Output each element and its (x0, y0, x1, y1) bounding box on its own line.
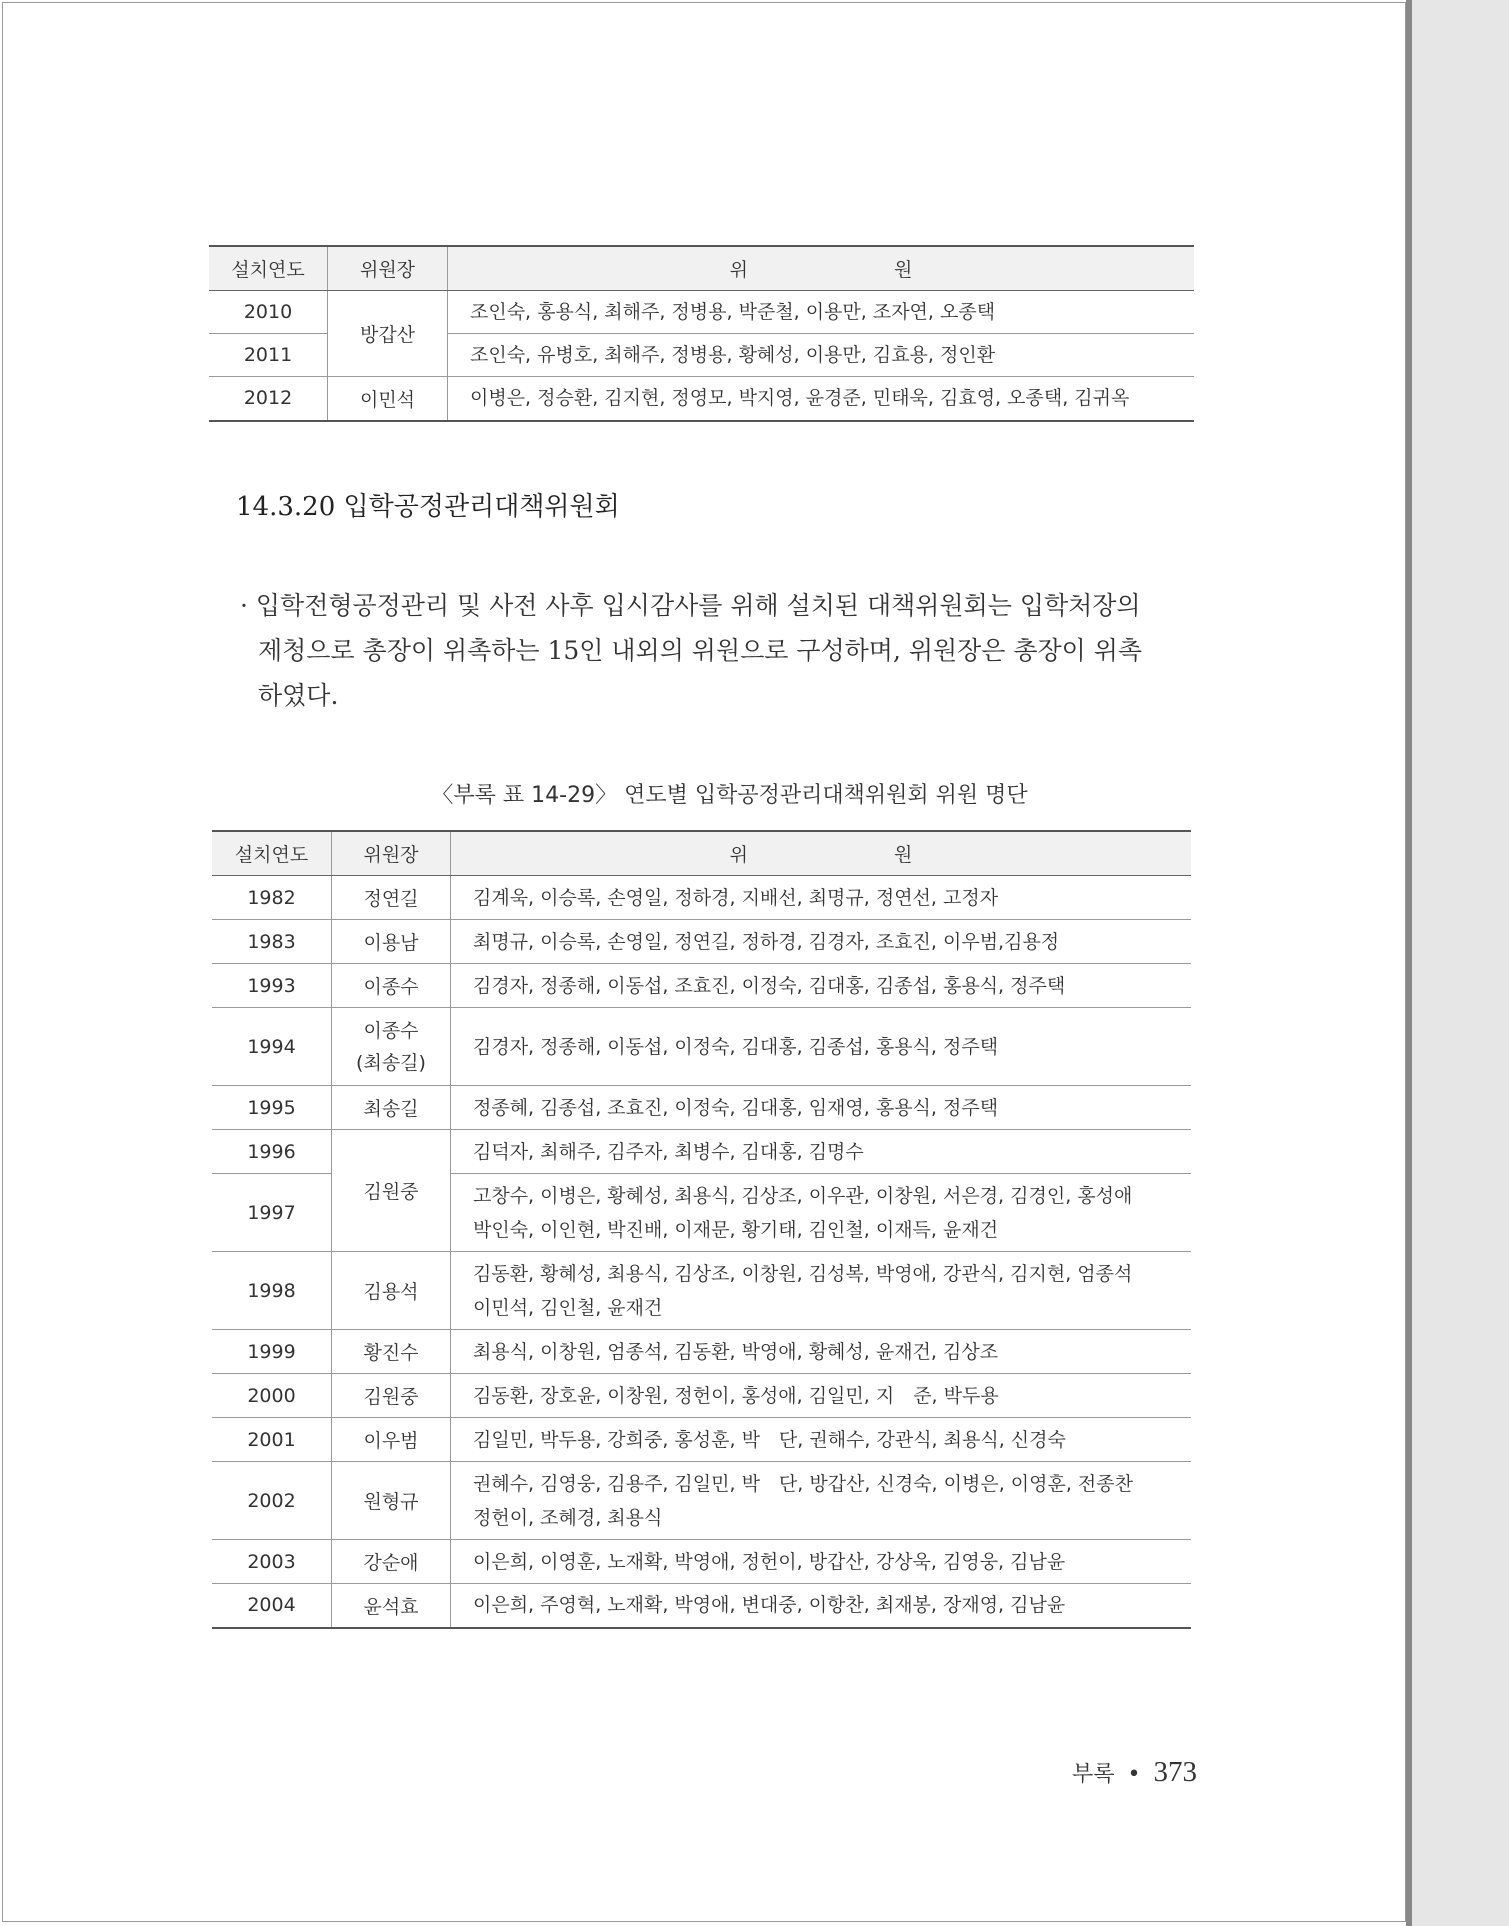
table-row (212, 1130, 1191, 1174)
table-row (212, 1418, 1191, 1462)
members-line: 김동환, 황혜성, 최용식, 김상조, 이창원, 김성복, 박영애, 강관식, 김지현, 엄종석 (473, 1262, 1133, 1285)
members-cell: 조인숙, 유병호, 최해주, 정병용, 황혜성, 이용만, 김효용, 정인환 (448, 334, 1195, 377)
paragraph-text: 입학전형공정관리 및 사전 사후 입시감사를 위해 설치된 대책위원회는 입학처장의 (255, 591, 1141, 620)
table-row (212, 1374, 1191, 1418)
year-cell: 1994 (212, 1008, 332, 1086)
year-cell: 1999 (212, 1330, 332, 1374)
table-row (212, 964, 1191, 1008)
members-cell (451, 1418, 1192, 1462)
members-cell (451, 1374, 1192, 1418)
chair-cell: 이용남 (332, 920, 451, 964)
table-row (209, 377, 1194, 421)
year-cell: 2004 (212, 1584, 332, 1628)
chair-cell (332, 1008, 451, 1086)
footer-bullet: • (1127, 1762, 1141, 1787)
year-cell: 2011 (209, 334, 328, 377)
committee-table-top (209, 245, 1194, 422)
table-row (212, 1462, 1191, 1540)
chair-name: 이종수 (363, 1019, 419, 1042)
chair-cell: 방갑산 (328, 291, 448, 377)
year-cell: 2001 (212, 1418, 332, 1462)
members-line: 김경자, 정종해, 이동섭, 조효진, 이정숙, 김대홍, 김종섭, 홍용식, 정주택 (473, 974, 1066, 997)
chair-cell: 김원중 (332, 1130, 451, 1252)
header-chair: 위원장 (328, 246, 448, 291)
body-paragraph (240, 583, 1196, 718)
members-line: 권혜수, 김영웅, 김용주, 김일민, 박 단, 방갑산, 신경숙, 이병은, 이영훈, 전종찬 (473, 1472, 1133, 1495)
table-header-row (212, 831, 1191, 876)
footer-label: 부록 (1072, 1762, 1115, 1787)
members-cell (451, 1584, 1192, 1628)
members-cell: 조인숙, 홍용식, 최해주, 정병용, 박준철, 이용만, 조자연, 오종택 (448, 291, 1195, 334)
header-year: 설치연도 (212, 831, 332, 876)
year-cell: 1996 (212, 1130, 332, 1174)
members-line: 김경자, 정종해, 이동섭, 이정숙, 김대홍, 김종섭, 홍용식, 정주택 (473, 1035, 999, 1058)
page-number: 373 (1153, 1756, 1197, 1788)
chair-cell: 황진수 (332, 1330, 451, 1374)
year-cell: 2003 (212, 1540, 332, 1584)
committee-table-main (212, 830, 1191, 1629)
paragraph-line: 제청으로 총장이 위촉하는 15인 내외의 위원으로 구성하며, 위원장은 총장이 위촉 (258, 636, 1143, 665)
page-edge (1406, 0, 1412, 1926)
table-caption (0, 778, 1509, 809)
chair-cell: 이우범 (332, 1418, 451, 1462)
chair-cell: 최송길 (332, 1086, 451, 1130)
members-cell (451, 1330, 1192, 1374)
members-cell (451, 964, 1192, 1008)
year-cell: 1983 (212, 920, 332, 964)
header-chair: 위원장 (332, 831, 451, 876)
members-line: 김덕자, 최해주, 김주자, 최병수, 김대홍, 김명수 (473, 1140, 864, 1163)
members-line: 김동환, 장호윤, 이창원, 정헌이, 홍성애, 김일민, 지 준, 박두용 (473, 1384, 999, 1407)
table-row (212, 1252, 1191, 1330)
members-cell (451, 1540, 1192, 1584)
members-line: 정헌이, 조혜경, 최용식 (473, 1506, 663, 1529)
members-cell (451, 1252, 1192, 1330)
members-cell (451, 1008, 1192, 1086)
members-cell (451, 920, 1192, 964)
chair-cell: 김원중 (332, 1374, 451, 1418)
year-cell: 1998 (212, 1252, 332, 1330)
chair-cell: 김용석 (332, 1252, 451, 1330)
members-line: 정종혜, 김종섭, 조효진, 이정숙, 김대홍, 임재영, 홍용식, 정주택 (473, 1096, 999, 1119)
table-row (212, 920, 1191, 964)
year-cell: 1993 (212, 964, 332, 1008)
members-line: 고창수, 이병은, 황혜성, 최용식, 김상조, 이우관, 이창원, 서은경, 김경인, 홍성애 (473, 1184, 1133, 1207)
members-cell (451, 876, 1192, 920)
header-members: 위 원 (451, 831, 1192, 876)
members-line: 이은희, 주영혁, 노재확, 박영애, 변대중, 이항찬, 최재봉, 장재영, 김남윤 (473, 1594, 1066, 1617)
table-row (212, 1086, 1191, 1130)
year-cell: 2002 (212, 1462, 332, 1540)
paragraph-line (240, 583, 1196, 628)
chair-cell: 윤석효 (332, 1584, 451, 1628)
year-cell: 1982 (212, 876, 332, 920)
table-row (212, 1540, 1191, 1584)
header-members: 위 원 (448, 246, 1195, 291)
page-footer (1072, 1756, 1197, 1789)
year-cell: 1995 (212, 1086, 332, 1130)
year-cell: 2010 (209, 291, 328, 334)
table-row (212, 1008, 1191, 1086)
caption-text: 〈부록 표 14-29〉 연도별 입학공정관리대책위원회 위원 명단 (431, 783, 1028, 808)
members-cell (451, 1462, 1192, 1540)
members-cell: 이병은, 정승환, 김지현, 정영모, 박지영, 윤경준, 민태욱, 김효영, 오종택, 김귀옥 (448, 377, 1195, 421)
paragraph-line: 하였다. (258, 681, 339, 710)
members-line: 박인숙, 이인현, 박진배, 이재문, 황기태, 김인철, 이재득, 윤재건 (473, 1218, 999, 1241)
table-header-row (209, 246, 1194, 291)
members-cell (451, 1130, 1192, 1174)
chair-cell: 정연길 (332, 876, 451, 920)
table-row (212, 1330, 1191, 1374)
section-heading: 14.3.20 입학공정관리대책위원회 (236, 492, 620, 522)
header-year: 설치연도 (209, 246, 328, 291)
table-row (212, 1584, 1191, 1628)
bullet: · (240, 591, 248, 620)
chair-cell: 강순애 (332, 1540, 451, 1584)
members-line: 이은희, 이영훈, 노재확, 박영애, 정헌이, 방갑산, 강상욱, 김영웅, 김남윤 (473, 1550, 1066, 1573)
chair-cell: 이민석 (328, 377, 448, 421)
table-body (212, 876, 1191, 1628)
chair-cell: 원형규 (332, 1462, 451, 1540)
year-cell: 2012 (209, 377, 328, 421)
chair-name-alt: (최송길) (356, 1051, 426, 1074)
year-cell: 1997 (212, 1174, 332, 1252)
members-line: 김일민, 박두용, 강희중, 홍성훈, 박 단, 권해수, 강관식, 최용식, 신경숙 (473, 1428, 1066, 1451)
page-shadow (1406, 0, 1509, 1926)
table-row (212, 876, 1191, 920)
year-cell: 2000 (212, 1374, 332, 1418)
members-line: 김계욱, 이승록, 손영일, 정하경, 지배선, 최명규, 정연선, 고정자 (473, 886, 999, 909)
members-line: 최용식, 이창원, 엄종석, 김동환, 박영애, 황혜성, 윤재건, 김상조 (473, 1340, 999, 1363)
members-cell (451, 1086, 1192, 1130)
members-line: 이민석, 김인철, 윤재건 (473, 1296, 663, 1319)
members-cell (451, 1174, 1192, 1252)
members-line: 최명규, 이승록, 손영일, 정연길, 정하경, 김경자, 조효진, 이우범,김용정 (473, 930, 1060, 953)
chair-cell: 이종수 (332, 964, 451, 1008)
table-row (209, 291, 1194, 334)
